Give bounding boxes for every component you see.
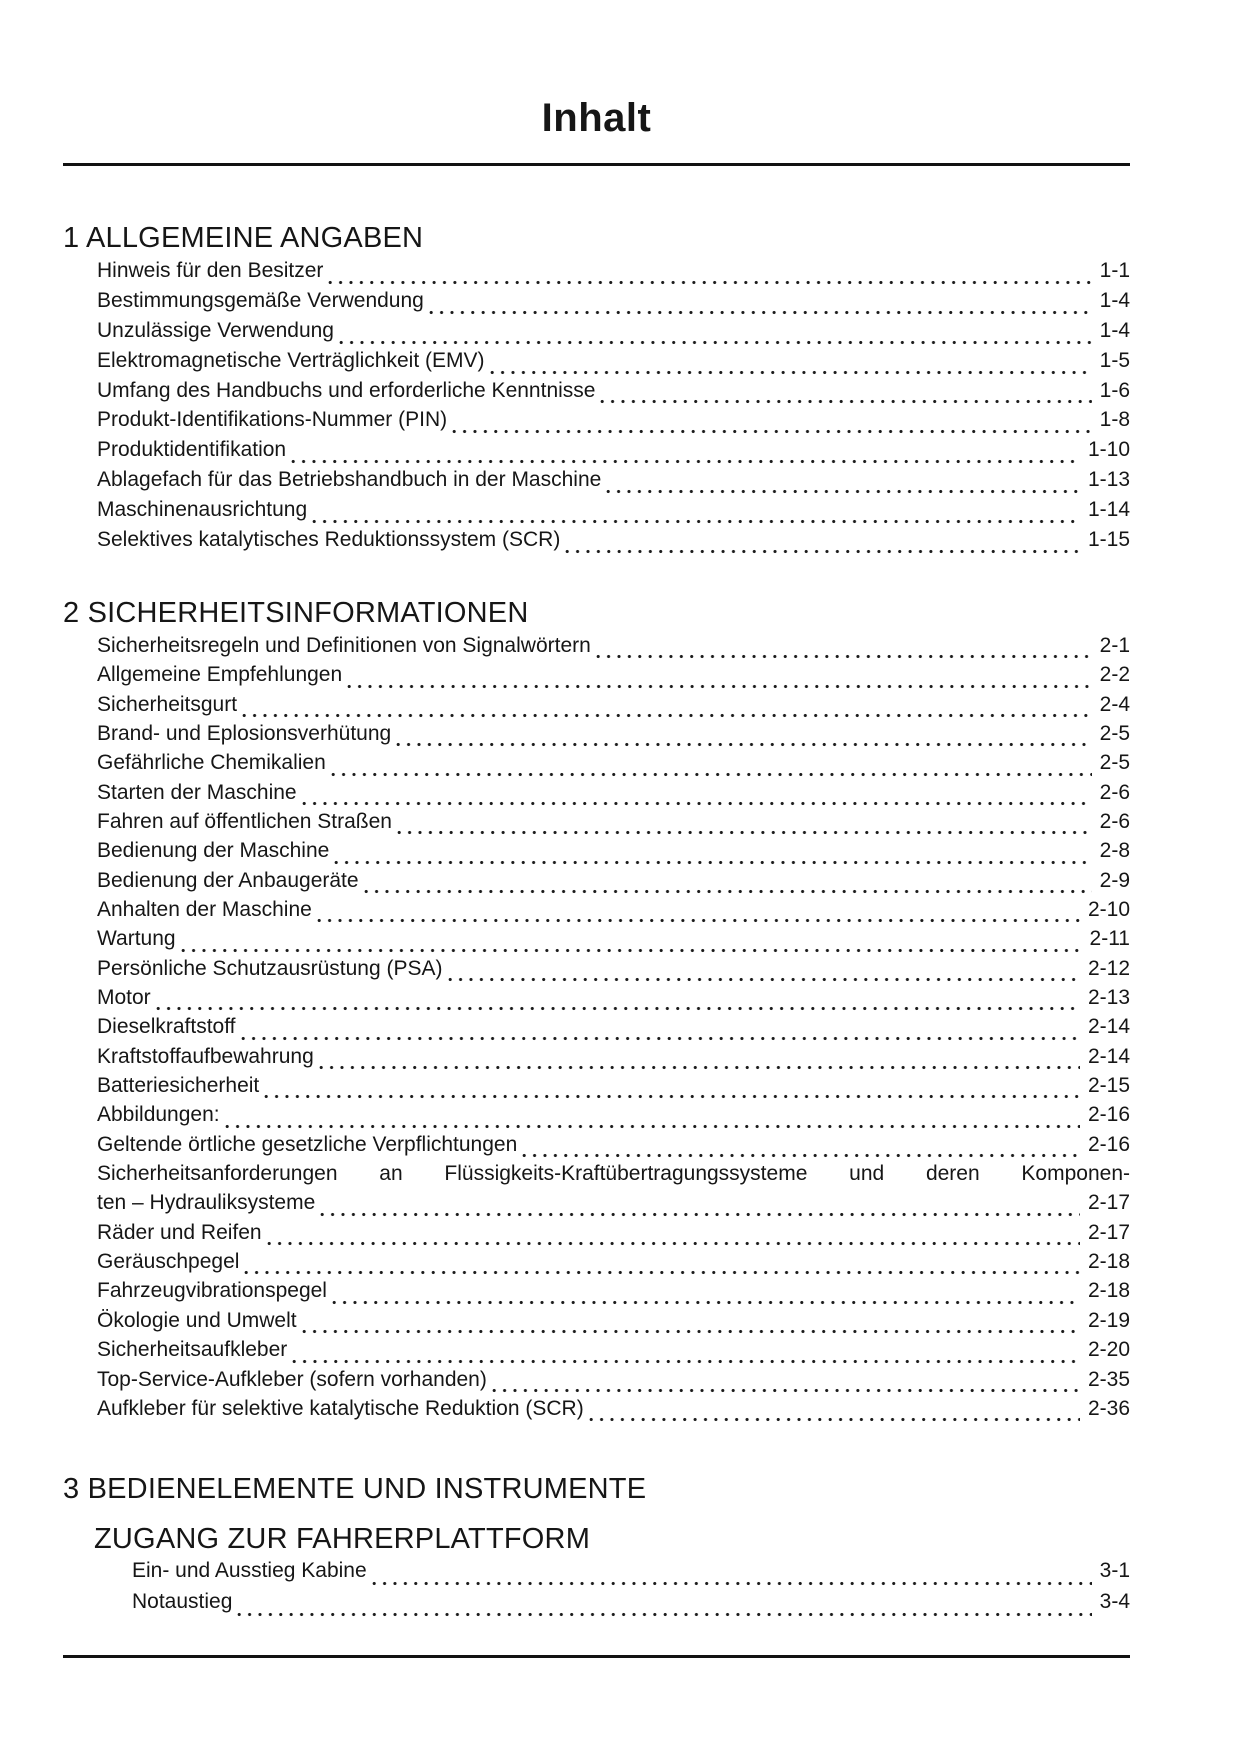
- toc-entry-page: 1-5: [1099, 348, 1130, 372]
- toc-entry: [63, 528, 1130, 558]
- section-1-entries: [63, 259, 1130, 558]
- toc-entry-page: 1-1: [1099, 259, 1130, 282]
- dot-leader: [331, 772, 1092, 777]
- toc-entry-label: Dieselkraftstoff: [97, 1015, 236, 1039]
- dot-leader: [347, 684, 1091, 689]
- toc-entry-page: 1-6: [1099, 378, 1130, 402]
- toc-entry-label: Ökologie und Umwelt: [97, 1308, 297, 1332]
- toc-entry-label: Sicherheitsaufkleber: [97, 1338, 288, 1362]
- toc-entry-label: Selektives katalytisches Reduktionssystem (SCR): [97, 528, 561, 552]
- dot-leader: [181, 948, 1082, 953]
- toc-entry-page: 2-12: [1087, 956, 1130, 980]
- toc-entry-page: 2-17: [1087, 1191, 1130, 1215]
- dot-leader: [448, 977, 1080, 982]
- toc-entry: [63, 1074, 1130, 1103]
- toc-entry-label: Ein- und Ausstieg Kabine: [132, 1559, 367, 1583]
- toc-entry-label: Kraftstoffaufbewahrung: [97, 1044, 314, 1068]
- toc-entry: [63, 408, 1130, 438]
- dot-leader: [312, 519, 1080, 524]
- toc-entry: [63, 1015, 1130, 1044]
- toc-entry-label: Allgemeine Empfehlungen: [97, 663, 343, 687]
- toc-entry-wrap-line2: [63, 1191, 1130, 1220]
- toc-entry: [63, 722, 1130, 751]
- toc-entry: [63, 319, 1130, 349]
- toc-entry-page: 3-4: [1099, 1590, 1130, 1614]
- toc-entry-label: Persönliche Schutzausrüstung (PSA): [97, 956, 443, 980]
- toc-entry-label: Anhalten der Maschine: [97, 898, 312, 921]
- section-1-heading: 1 ALLGEMEINE ANGABEN: [63, 222, 424, 254]
- dot-leader: [264, 1094, 1080, 1099]
- toc-entry-page: 2-5: [1099, 751, 1130, 775]
- toc-entry-page: 2-11: [1089, 927, 1130, 951]
- dot-leader: [339, 340, 1092, 345]
- toc-entry-label: Sicherheitsregeln und Definitionen von Signalwörtern: [97, 633, 591, 657]
- toc-entry-label: Umfang des Handbuchs und erforderliche Kenntnisse: [97, 378, 596, 402]
- toc-entry-page: 2-6: [1099, 809, 1130, 833]
- toc-entry-page: 1-10: [1087, 438, 1130, 462]
- dot-leader: [606, 489, 1080, 494]
- toc-entry: [63, 869, 1130, 898]
- toc-entry: [63, 1221, 1130, 1250]
- toc-entry-page: 2-35: [1087, 1367, 1130, 1391]
- subsection-entries: [63, 1559, 1130, 1621]
- dot-leader: [397, 830, 1092, 835]
- toc-entry-label: ten – Hydrauliksysteme: [97, 1191, 316, 1215]
- dot-leader: [332, 1300, 1080, 1305]
- toc-entry-page: 1-13: [1087, 468, 1130, 492]
- dot-leader: [364, 889, 1092, 894]
- toc-entry: [63, 468, 1130, 498]
- toc-entry: [63, 927, 1130, 956]
- toc-entry: [63, 1250, 1130, 1279]
- toc-entry-label: Gefährliche Chemikalien: [97, 751, 326, 775]
- toc-entry-label: Motor: [97, 986, 151, 1010]
- toc-entry-page: 1-4: [1099, 318, 1130, 342]
- toc-entry-wrap-line1: Sicherheitsanforderungen an Flüssigkeits-Kraftübertragungssysteme und deren Komponen-: [97, 1162, 1130, 1186]
- toc-entry-page: 2-14: [1087, 1044, 1130, 1068]
- dot-leader: [291, 459, 1080, 464]
- dot-leader: [429, 310, 1092, 315]
- toc-entry-label: Maschinenausrichtung: [97, 498, 308, 522]
- toc-entry: [63, 1103, 1130, 1132]
- toc-entry-page: 1-15: [1087, 528, 1130, 552]
- dot-leader: [241, 1036, 1080, 1041]
- toc-entry: [63, 349, 1130, 379]
- toc-entry: [63, 663, 1130, 692]
- page-title: Inhalt: [541, 96, 652, 140]
- toc-entry-label: Elektromagnetische Verträglichkeit (EMV): [97, 348, 485, 372]
- toc-content: [63, 0, 1130, 1621]
- dot-leader: [267, 1241, 1080, 1246]
- toc-entry-label: Top-Service-Aufkleber (sofern vorhanden): [97, 1367, 487, 1391]
- section-3-heading: 3 BEDIENELEMENTE UND INSTRUMENTE: [63, 1473, 647, 1506]
- toc-entry-label: Fahrzeugvibrationspegel: [97, 1279, 327, 1303]
- toc-entry: [63, 1368, 1130, 1397]
- toc-entry-label: Sicherheitsgurt: [97, 692, 238, 716]
- toc-entry: [63, 1133, 1130, 1162]
- dot-leader: [396, 742, 1091, 747]
- toc-entry: [63, 693, 1130, 722]
- toc-entry-label: Produktidentifikation: [97, 438, 287, 462]
- dot-leader: [319, 1065, 1080, 1070]
- toc-entry-page: 2-9: [1099, 868, 1130, 892]
- toc-entry: [63, 438, 1130, 468]
- toc-entry: [63, 1279, 1130, 1308]
- dot-leader: [156, 1006, 1080, 1011]
- dot-leader: [320, 1212, 1080, 1217]
- toc-entry: [63, 751, 1130, 780]
- dot-leader: [600, 399, 1091, 404]
- toc-entry-page: 2-17: [1087, 1220, 1130, 1244]
- toc-entry: [63, 1590, 1130, 1621]
- dot-leader: [490, 370, 1092, 375]
- toc-entry: [63, 634, 1130, 663]
- toc-entry-label: Fahren auf öffentlichen Straßen: [97, 809, 392, 833]
- dot-leader: [452, 429, 1092, 434]
- toc-entry-page: 2-6: [1099, 780, 1130, 804]
- toc-entry-page: 2-15: [1087, 1074, 1130, 1098]
- footer-rule: [63, 1655, 1130, 1658]
- dot-leader: [292, 1359, 1080, 1364]
- toc-entry-page: 2-36: [1087, 1396, 1130, 1420]
- toc-entry-page: 2-16: [1087, 1132, 1130, 1156]
- toc-entry-label: Bedienung der Anbaugeräte: [97, 868, 359, 892]
- toc-entry-label: Ablagefach für das Betriebshandbuch in der Maschine: [97, 468, 602, 492]
- dot-leader: [589, 1417, 1080, 1422]
- dot-leader: [302, 801, 1092, 806]
- toc-entry-label: Aufkleber für selektive katalytische Reduktion (SCR): [97, 1396, 584, 1420]
- toc-entry-label: Bedienung der Maschine: [97, 839, 330, 863]
- toc-entry-label: Abbildungen:: [97, 1103, 220, 1127]
- toc-entry-page: 2-8: [1099, 839, 1130, 863]
- toc-entry: [63, 379, 1130, 409]
- toc-entry: [63, 1559, 1130, 1590]
- toc-entry-label: Produkt-Identifikations-Nummer (PIN): [97, 408, 448, 432]
- toc-entry-page: 1-8: [1099, 408, 1130, 432]
- toc-entry-label: Unzulässige Verwendung: [97, 318, 334, 342]
- toc-entry: [63, 1045, 1130, 1074]
- toc-entry: [63, 1397, 1130, 1426]
- section-2-heading: 2 SICHERHEITSINFORMATIONEN: [63, 596, 529, 629]
- toc-entry-label: Wartung: [97, 927, 176, 951]
- toc-entry-page: 2-19: [1087, 1308, 1130, 1332]
- dot-leader: [317, 918, 1080, 923]
- dot-leader: [492, 1388, 1080, 1393]
- toc-entry: [63, 986, 1130, 1015]
- toc-entry: [63, 498, 1130, 528]
- toc-entry-page: 2-5: [1099, 721, 1130, 745]
- dot-leader: [242, 713, 1092, 718]
- dot-leader: [334, 860, 1091, 865]
- toc-entry-page: 2-18: [1087, 1250, 1130, 1274]
- toc-entry-page: 2-20: [1087, 1338, 1130, 1362]
- dot-leader: [372, 1581, 1092, 1586]
- dot-leader: [328, 280, 1091, 285]
- toc-entry-label: Hinweis für den Besitzer: [97, 259, 324, 282]
- dot-leader: [244, 1270, 1080, 1275]
- toc-entry-page: 3-1: [1099, 1559, 1130, 1583]
- toc-entry-page: 2-18: [1087, 1279, 1130, 1303]
- toc-entry-label: Notaustieg: [132, 1590, 233, 1614]
- dot-leader: [225, 1124, 1080, 1129]
- dot-leader: [565, 549, 1080, 554]
- toc-entry-page: 2-13: [1087, 986, 1130, 1010]
- toc-entry: [63, 1309, 1130, 1338]
- toc-entry: [63, 898, 1130, 927]
- dot-leader: [522, 1153, 1080, 1158]
- toc-entry: [63, 781, 1130, 810]
- toc-entry: [63, 289, 1130, 319]
- toc-entry: [63, 810, 1130, 839]
- dot-leader: [302, 1329, 1080, 1334]
- toc-entry-label: Geltende örtliche gesetzliche Verpflichtungen: [97, 1132, 518, 1156]
- section-2-entries: [63, 634, 1130, 1426]
- toc-entry: [63, 839, 1130, 868]
- subsection-heading: ZUGANG ZUR FAHRERPLATTFORM: [94, 1523, 591, 1556]
- toc-entry-label: Brand- und Eplosionsverhütung: [97, 721, 392, 745]
- toc-entry-label: Starten der Maschine: [97, 780, 297, 804]
- toc-entry-label: Bestimmungsgemäße Verwendung: [97, 288, 424, 312]
- toc-entry: [63, 957, 1130, 986]
- toc-entry-page: 2-2: [1099, 663, 1130, 687]
- toc-entry-page: 2-16: [1087, 1103, 1130, 1127]
- toc-entry-page: 1-14: [1087, 498, 1130, 522]
- dot-leader: [596, 654, 1092, 659]
- toc-entry-page: 2-10: [1087, 898, 1130, 921]
- toc-entry-page: 2-14: [1087, 1015, 1130, 1039]
- toc-entry-label: Geräuschpegel: [97, 1250, 240, 1274]
- toc-entry-page: 2-1: [1099, 633, 1130, 657]
- toc-entry-label: Batteriesicherheit: [97, 1074, 260, 1098]
- toc-entry-page: 2-4: [1099, 692, 1130, 716]
- toc-entry-label: Räder und Reifen: [97, 1220, 262, 1244]
- toc-entry: [63, 259, 1130, 289]
- dot-leader: [237, 1612, 1091, 1617]
- toc-entry: [63, 1338, 1130, 1367]
- toc-entry-page: 1-4: [1099, 288, 1130, 312]
